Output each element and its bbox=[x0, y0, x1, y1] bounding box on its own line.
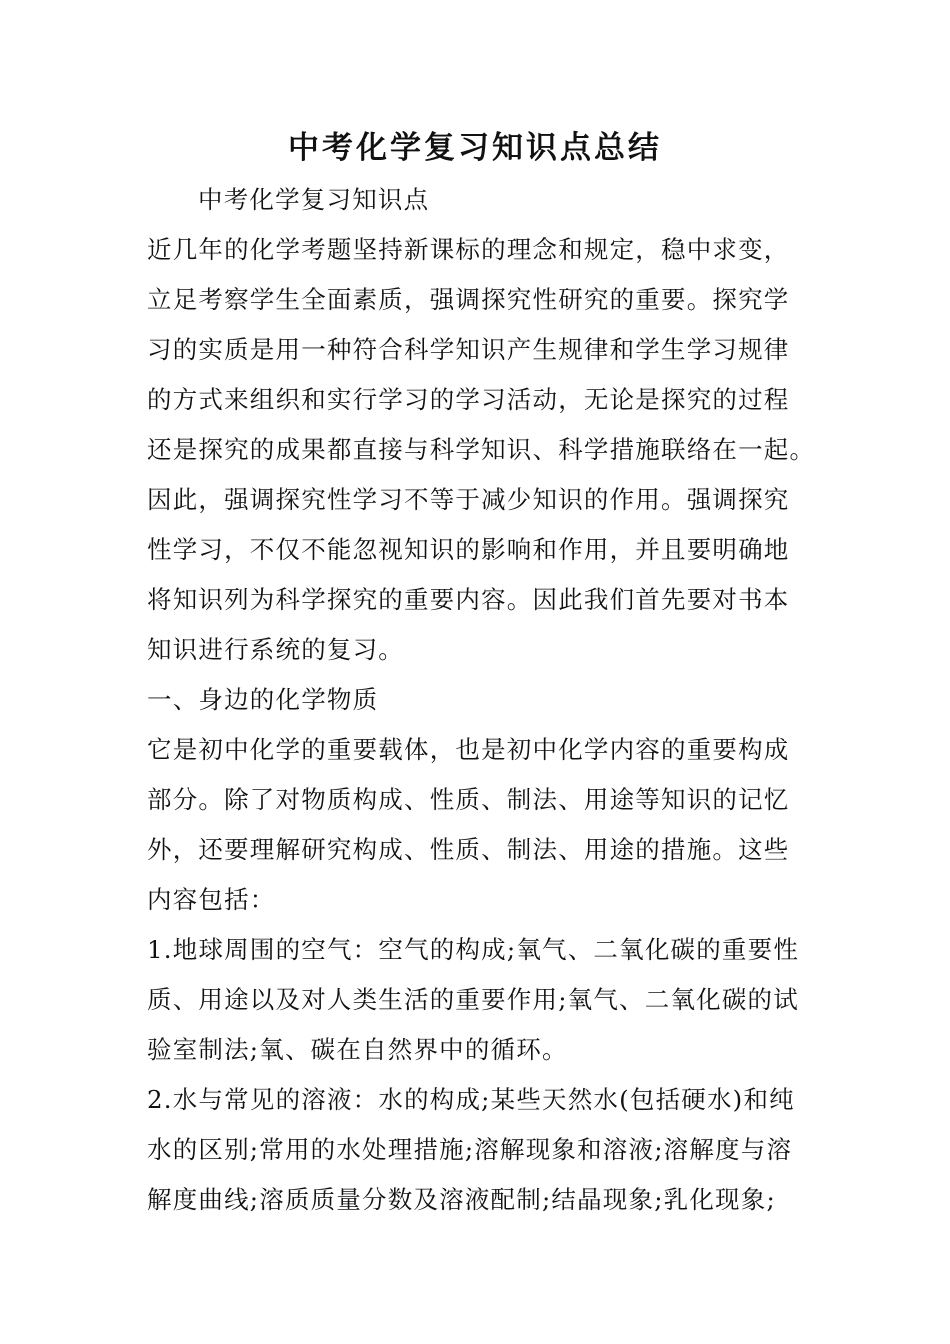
paragraph-line: 部分。除了对物质构成、性质、制法、用途等知识的记忆 bbox=[147, 785, 790, 814]
paragraph-line: 立足考察学生全面素质，强调探究性研究的重要。探究学 bbox=[147, 285, 790, 314]
list-item-line: 验室制法;氧、碳在自然界中的循环。 bbox=[147, 1035, 568, 1064]
document-title: 中考化学复习知识点总结 bbox=[288, 130, 662, 166]
section-heading: 一、身边的化学物质 bbox=[147, 685, 379, 714]
paragraph-line: 因此，强调探究性学习不等于减少知识的作用。强调探究 bbox=[147, 485, 790, 514]
paragraph-line: 知识进行系统的复习。 bbox=[147, 635, 404, 664]
list-item-line: 1.地球周围的空气：空气的构成;氧气、二氧化碳的重要性 bbox=[147, 935, 800, 964]
paragraph-line: 近几年的化学考题坚持新课标的理念和规定，稳中求变， bbox=[147, 235, 790, 264]
paragraph-line: 它是初中化学的重要载体，也是初中化学内容的重要构成 bbox=[147, 735, 790, 764]
paragraph-line: 将知识列为科学探究的重要内容。因此我们首先要对书本 bbox=[147, 585, 790, 614]
paragraph-line: 的方式来组织和实行学习的学习活动，无论是探究的过程 bbox=[147, 385, 790, 414]
paragraph-line: 还是探究的成果都直接与科学知识、科学措施联络在一起。 bbox=[147, 435, 816, 464]
paragraph-line: 性学习，不仅不能忽视知识的影响和作用，并且要明确地 bbox=[147, 535, 790, 564]
list-item-line: 水的区别;常用的水处理措施;溶解现象和溶液;溶解度与溶 bbox=[147, 1135, 793, 1164]
list-item-line: 解度曲线;溶质质量分数及溶液配制;结晶现象;乳化现象; bbox=[147, 1185, 776, 1214]
document-subtitle: 中考化学复习知识点 bbox=[198, 185, 430, 214]
list-item-line: 质、用途以及对人类生活的重要作用;氧气、二氧化碳的试 bbox=[147, 985, 799, 1014]
paragraph-line: 内容包括： bbox=[147, 885, 276, 914]
paragraph-line: 习的实质是用一种符合科学知识产生规律和学生学习规律 bbox=[147, 335, 790, 364]
list-item-line: 2.水与常见的溶液：水的构成;某些天然水(包括硬水)和纯 bbox=[147, 1085, 795, 1114]
paragraph-line: 外，还要理解研究构成、性质、制法、用途的措施。这些 bbox=[147, 835, 790, 864]
